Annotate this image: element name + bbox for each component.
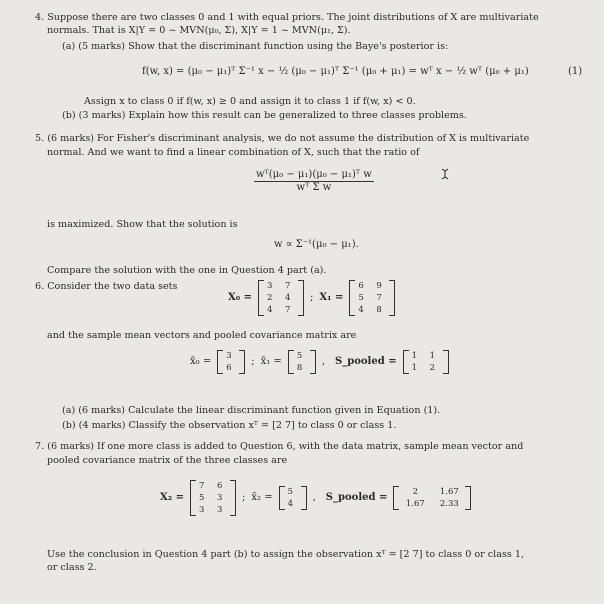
q7-line2: pooled covariance matrix of the three classes are <box>47 455 288 466</box>
q5-solution: w ∝ Σ⁻¹(μ₀ − μ₁). <box>274 239 359 250</box>
q7-xbar2-label: x̄₂ = <box>251 492 273 504</box>
matrix-cell: 2.33 <box>439 499 459 510</box>
matrix-cell: 5 <box>358 293 364 304</box>
q7-data-means-covariance <box>160 480 471 516</box>
q7-X2-label: X₂ = <box>160 492 184 504</box>
q5-ratio-numerator: wᵀ(μ₀ − μ₁)(μ₀ − μ₁)ᵀ w <box>256 169 372 180</box>
q7-spooled-matrix <box>393 486 471 510</box>
q6-X1-matrix <box>349 280 395 316</box>
q6-spooled-matrix <box>403 350 449 374</box>
q6-xbar1-label: x̄₁ = <box>260 356 282 368</box>
matrix-cell: 7 <box>285 281 291 291</box>
matrix-cell: 2 <box>267 293 273 304</box>
matrix-cell: 4 <box>267 305 273 316</box>
q7-line4: or class 2. <box>47 562 97 573</box>
matrix-cell: 9 <box>376 281 382 291</box>
matrix-cell: 1 <box>411 363 417 374</box>
q6-line2: and the sample mean vectors and pooled covariance matrix are <box>47 330 357 341</box>
vector-cell: 5 <box>287 487 294 497</box>
q6-means-covariance <box>190 350 449 374</box>
matrix-cell: 1 <box>411 351 417 361</box>
q5-line4: Compare the solution with the one in Question 4 part (a). <box>47 265 327 276</box>
q7-separator: ; <box>242 492 246 504</box>
matrix-cell: 4 <box>358 305 364 316</box>
matrix-cell: 6 <box>217 481 223 491</box>
q6-data-matrices <box>228 280 395 316</box>
q6-xbar0-vector <box>217 350 245 374</box>
q4-assign-text: Assign x to class 0 if f(w, x) ≥ 0 and assign it to class 1 if f(w, x) < 0. <box>84 96 416 107</box>
vector-cell: 5 <box>296 351 303 361</box>
matrix-cell: 8 <box>376 305 382 316</box>
vector-cell: 8 <box>296 363 303 374</box>
text-cursor-icon <box>440 168 450 180</box>
q4-equation: f(w, x) = (μ₀ − μ₁)ᵀ Σ⁻¹ x − ½ (μ₀ − μ₁)ᵀ Σ⁻¹ (μ₀ + μ₁) = wᵀ x − ½ wᵀ (μ₀ + μ₁) <box>142 66 529 77</box>
vector-cell: 4 <box>287 499 294 510</box>
q7-spooled-label: S_pooled = <box>325 492 388 504</box>
q5-line2: normal. And we want to find a linear combination of X, such that the ratio of <box>47 147 420 158</box>
matrix-cell: 4 <box>285 293 291 304</box>
q6-X1-label: X₁ = <box>319 292 344 304</box>
q6-X0-matrix <box>258 280 304 316</box>
matrix-cell: 3 <box>217 505 223 516</box>
q6a-text: (a) (6 marks) Calculate the linear discriminant function given in Equation (1). <box>62 405 441 416</box>
q5-ratio-denominator: wᵀ Σ w <box>296 181 332 193</box>
q4-equation-number: (1) <box>568 66 583 77</box>
q6-line1: 6. Consider the two data sets <box>35 281 178 292</box>
q5-line1: 5. (6 marks) For Fisher's discriminant analysis, we do not assume the distribution of X is multivariate <box>35 133 530 144</box>
q7-line1: 7. (6 marks) If one more class is added to Question 6, with the data matrix, sample mean vector and <box>35 441 524 452</box>
matrix-cell: 3 <box>217 493 223 504</box>
q6b-text: (b) (4 marks) Classify the observation xᵀ = [2 7] to class 0 or class 1. <box>62 420 397 431</box>
q7-separator: , <box>312 492 316 504</box>
matrix-cell: 1.67 <box>405 499 425 510</box>
q6-X0-label: X₀ = <box>228 292 252 304</box>
matrix-cell: 6 <box>358 281 364 291</box>
matrix-cell: 7 <box>285 305 291 316</box>
q4-line2: normals. That is X|Y = 0 ~ MVN(μ₀, Σ), X|Y = 1 ~ MVN(μ₁, Σ). <box>47 25 351 36</box>
q7-xbar2-vector <box>279 486 307 510</box>
matrix-cell: 7 <box>376 293 382 304</box>
q5-ratio <box>254 169 374 194</box>
q7-line3: Use the conclusion in Question 4 part (b) to assign the observation xᵀ = [2 7] to class 0 or class 1, <box>47 549 524 560</box>
q4a-text: (a) (5 marks) Show that the discriminant function using the Baye's posterior is: <box>62 41 449 52</box>
q6-separator: ; <box>251 356 255 368</box>
q7-X2-matrix <box>190 480 236 516</box>
q6-separator: , <box>321 356 325 368</box>
matrix-cell: 5 <box>199 493 205 504</box>
vector-cell: 6 <box>226 363 232 374</box>
q6-spooled-label: S_pooled = <box>335 356 397 368</box>
q6-separator: ; <box>310 292 314 304</box>
matrix-cell: 7 <box>199 481 205 491</box>
q6-xbar1-vector <box>288 350 316 374</box>
vector-cell: 3 <box>226 351 232 361</box>
matrix-cell: 3 <box>199 505 205 516</box>
matrix-cell: 1 <box>429 351 435 361</box>
matrix-cell: 3 <box>267 281 273 291</box>
q4b-text: (b) (3 marks) Explain how this result can be generalized to three classes problems. <box>62 110 467 121</box>
q6-xbar0-label: x̄₀ = <box>190 356 212 368</box>
q4-line1: 4. Suppose there are two classes 0 and 1 with equal priors. The joint distributions of X are multivariate <box>35 12 539 23</box>
matrix-cell: 2 <box>429 363 435 374</box>
q5-line3: is maximized. Show that the solution is <box>47 219 238 230</box>
matrix-cell: 1.67 <box>439 487 459 497</box>
matrix-cell: 2 <box>412 487 419 497</box>
